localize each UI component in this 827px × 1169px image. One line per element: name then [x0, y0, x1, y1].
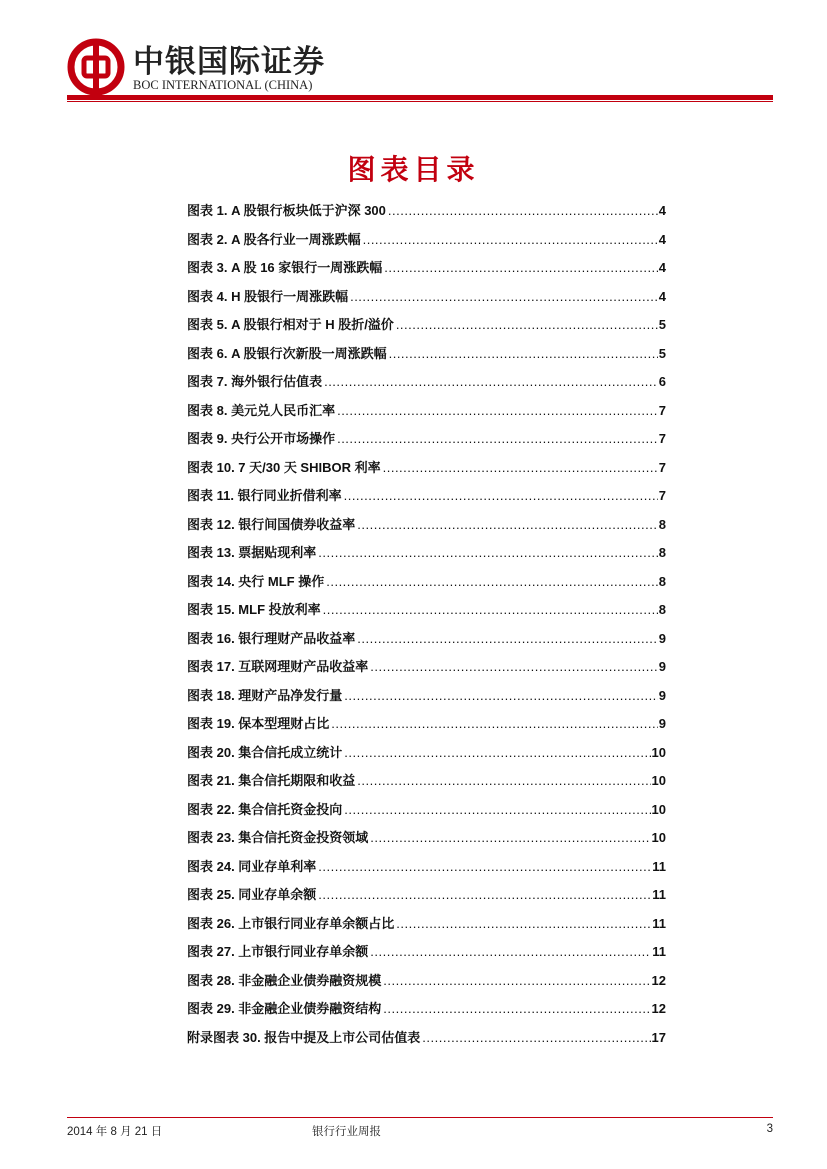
toc-entry-label: 图表 6. A 股银行次新股一周涨跌幅 — [187, 345, 387, 361]
toc-entry-page: 12 — [651, 1001, 666, 1016]
toc-entry[interactable] — [187, 742, 666, 771]
toc-entry-label: 图表 1. A 股银行板块低于沪深 300 — [187, 203, 386, 218]
toc-entry[interactable] — [187, 229, 666, 258]
toc-entry-page: 6 — [658, 374, 666, 389]
brand-name-chinese: 中银国际证券 — [133, 44, 325, 80]
toc-dot-leader — [344, 688, 657, 703]
toc-entry-label: 图表 24. 同业存单利率 — [187, 858, 317, 874]
toc-dot-leader — [357, 773, 650, 788]
toc-entry-label: 图表 27. 上市银行同业存单余额 — [187, 944, 369, 959]
toc-entry[interactable] — [187, 884, 666, 913]
toc-entry[interactable] — [187, 514, 666, 543]
toc-entry[interactable] — [187, 799, 666, 828]
toc-entry-page: 10 — [651, 801, 666, 817]
toc-entry-page: 8 — [658, 573, 666, 589]
toc-dot-leader — [388, 203, 658, 218]
toc-entry[interactable] — [187, 200, 666, 229]
toc-dot-leader — [318, 545, 657, 560]
toc-entry-page: 7 — [658, 488, 666, 503]
toc-dot-leader — [324, 374, 658, 389]
toc-entry-label: 图表 9. 央行公开市场操作 — [187, 431, 336, 446]
toc-entry-page: 8 — [658, 545, 666, 560]
toc-entry-page: 10 — [651, 773, 666, 788]
toc-entry[interactable] — [187, 428, 666, 457]
toc-entry[interactable] — [187, 314, 666, 343]
toc-dot-leader — [331, 716, 657, 731]
toc-entry[interactable] — [187, 770, 666, 799]
toc-dot-leader — [363, 232, 658, 247]
toc-entry-page: 7 — [658, 459, 666, 475]
toc-entry-page: 9 — [658, 716, 666, 731]
toc-entry-label: 图表 10. 7 天/30 天 SHIBOR 利率 — [187, 459, 381, 475]
footer-date: 2014 年 8 月 21 日 — [67, 1126, 163, 1138]
toc-entry[interactable] — [187, 998, 666, 1027]
toc-entry[interactable] — [187, 1027, 666, 1056]
toc-entry-label: 图表 20. 集合信托成立统计 — [187, 744, 343, 760]
toc-entry-page: 11 — [652, 887, 666, 902]
toc-dot-leader — [344, 802, 650, 817]
toc-dot-leader — [383, 973, 650, 988]
toc-entry[interactable] — [187, 856, 666, 885]
toc-entry[interactable] — [187, 827, 666, 856]
toc-entry-label: 图表 11. 银行同业折借利率 — [187, 488, 342, 503]
toc-entry-page: 8 — [658, 602, 666, 617]
toc-entry[interactable] — [187, 599, 666, 628]
toc-dot-leader — [396, 317, 658, 332]
footer-page-number: 3 — [766, 1123, 773, 1135]
toc-dot-leader — [383, 1001, 650, 1016]
toc-dot-leader — [389, 346, 658, 361]
toc-entry[interactable] — [187, 542, 666, 571]
toc-entry[interactable] — [187, 400, 666, 429]
toc-dot-leader — [384, 260, 657, 275]
toc-dot-leader — [383, 460, 658, 475]
table-of-figures — [187, 200, 666, 1055]
toc-entry-label: 图表 21. 集合信托期限和收益 — [187, 773, 356, 788]
toc-entry-label: 图表 7. 海外银行估值表 — [187, 374, 323, 389]
footer-report-title: 银行行业周报 — [312, 1126, 381, 1138]
toc-dot-leader — [344, 488, 658, 503]
toc-entry-page: 5 — [658, 345, 666, 361]
toc-entry-label: 图表 26. 上市银行同业存单余额占比 — [187, 915, 395, 931]
header-divider — [67, 95, 773, 100]
toc-entry[interactable] — [187, 913, 666, 942]
toc-dot-leader — [370, 944, 651, 959]
toc-entry[interactable] — [187, 970, 666, 999]
toc-title: 图表目录 — [347, 153, 480, 186]
toc-dot-leader — [318, 859, 651, 874]
toc-dot-leader — [357, 631, 657, 646]
toc-entry[interactable] — [187, 343, 666, 372]
toc-entry[interactable] — [187, 685, 666, 714]
toc-entry-label: 图表 13. 票据贴现利率 — [187, 545, 317, 560]
toc-entry-page: 7 — [658, 402, 666, 418]
toc-dot-leader — [357, 517, 657, 532]
boc-logo-icon — [67, 38, 125, 96]
toc-dot-leader — [326, 574, 658, 589]
toc-entry-page: 4 — [658, 203, 666, 218]
toc-entry-label: 图表 14. 央行 MLF 操作 — [187, 573, 325, 589]
footer-divider — [67, 1117, 773, 1118]
toc-entry-page: 11 — [652, 944, 666, 959]
toc-entry-page: 9 — [658, 659, 666, 674]
toc-dot-leader — [337, 403, 658, 418]
toc-dot-leader — [350, 289, 658, 304]
toc-entry[interactable] — [187, 457, 666, 486]
toc-entry-page: 9 — [658, 630, 666, 646]
toc-entry-label: 图表 12. 银行间国债券收益率 — [187, 516, 356, 532]
brand-name-english: BOC INTERNATIONAL (CHINA) — [133, 78, 313, 92]
toc-entry-page: 8 — [658, 516, 666, 532]
toc-entry-page: 12 — [651, 972, 666, 988]
toc-dot-leader — [370, 659, 657, 674]
toc-entry[interactable] — [187, 371, 666, 400]
toc-dot-leader — [396, 916, 651, 931]
toc-entry-page: 5 — [658, 317, 666, 332]
toc-dot-leader — [422, 1030, 650, 1045]
toc-entry[interactable] — [187, 485, 666, 514]
toc-entry-label: 图表 28. 非金融企业债券融资规模 — [187, 972, 382, 988]
toc-dot-leader — [323, 602, 658, 617]
toc-entry-label: 图表 23. 集合信托资金投资领域 — [187, 830, 369, 845]
toc-entry-page: 10 — [651, 830, 666, 845]
toc-entry-label: 图表 2. A 股各行业一周涨跌幅 — [187, 231, 361, 247]
toc-entry-page: 7 — [658, 431, 666, 446]
toc-entry-label: 图表 22. 集合信托资金投向 — [187, 801, 343, 817]
toc-entry-label: 图表 25. 同业存单余额 — [187, 887, 317, 902]
toc-entry-label: 图表 19. 保本型理财占比 — [187, 716, 330, 731]
toc-entry-label: 图表 16. 银行理财产品收益率 — [187, 630, 356, 646]
toc-entry-label: 图表 8. 美元兑人民币汇率 — [187, 402, 336, 418]
toc-dot-leader — [344, 745, 650, 760]
toc-dot-leader — [337, 431, 658, 446]
toc-entry-page: 11 — [652, 858, 666, 874]
toc-entry[interactable] — [187, 571, 666, 600]
toc-entry-page: 4 — [658, 231, 666, 247]
toc-entry-label: 图表 29. 非金融企业债券融资结构 — [187, 1001, 382, 1016]
toc-entry-label: 图表 17. 互联网理财产品收益率 — [187, 659, 369, 674]
toc-entry[interactable] — [187, 257, 666, 286]
toc-entry-page: 17 — [651, 1029, 666, 1045]
toc-entry-label: 图表 15. MLF 投放利率 — [187, 602, 321, 617]
toc-entry[interactable] — [187, 656, 666, 685]
toc-entry-page: 4 — [658, 288, 666, 304]
toc-dot-leader — [318, 887, 651, 902]
toc-entry-page: 11 — [652, 915, 666, 931]
toc-entry-label: 图表 5. A 股银行相对于 H 股折/溢价 — [187, 317, 394, 332]
toc-entry-page: 10 — [651, 744, 666, 760]
toc-entry[interactable] — [187, 713, 666, 742]
toc-dot-leader — [370, 830, 650, 845]
toc-entry-label: 图表 3. A 股 16 家银行一周涨跌幅 — [187, 260, 383, 275]
toc-entry[interactable] — [187, 286, 666, 315]
toc-entry[interactable] — [187, 628, 666, 657]
toc-entry-label: 图表 4. H 股银行一周涨跌幅 — [187, 288, 349, 304]
header-divider-thin — [67, 101, 773, 102]
toc-entry-label: 图表 18. 理财产品净发行量 — [187, 687, 343, 703]
toc-entry[interactable] — [187, 941, 666, 970]
toc-entry-label: 附录图表 30. 报告中提及上市公司估值表 — [187, 1029, 421, 1045]
toc-entry-page: 4 — [658, 260, 666, 275]
toc-entry-page: 9 — [658, 687, 666, 703]
